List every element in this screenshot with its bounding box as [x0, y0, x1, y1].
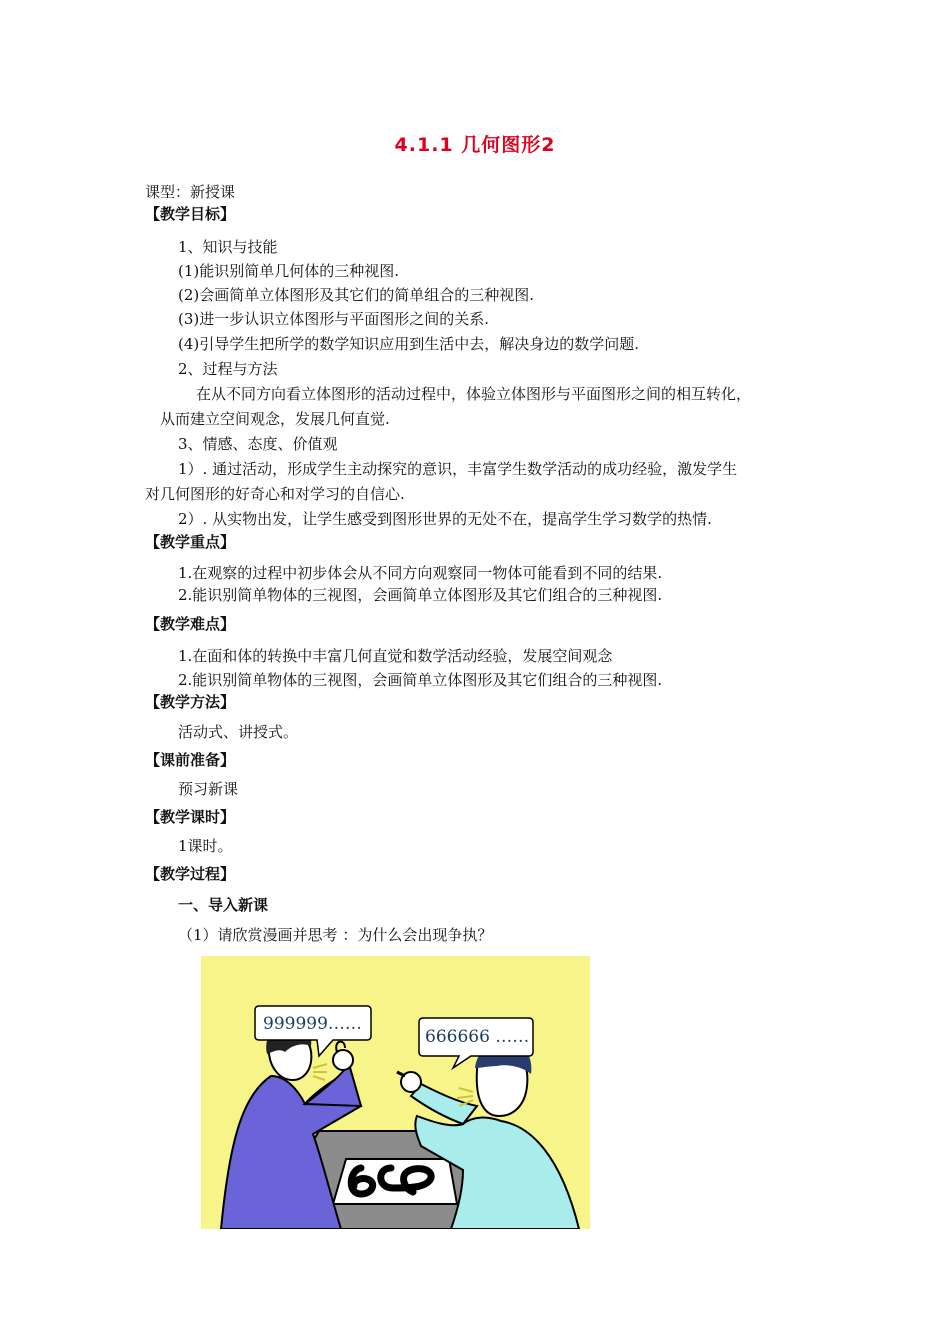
section-heading-hours: 【教学课时】	[145, 808, 236, 826]
goal-line: 2、过程与方法	[178, 360, 278, 378]
goal-line: (4)引导学生把所学的数学知识应用到生活中去，解决身边的数学问题.	[178, 335, 640, 353]
process-step-heading: 一、导入新课	[178, 896, 269, 914]
goal-line: 1）. 通过活动，形成学生主动探究的意识，丰富学生数学活动的成功经验，激发学生	[178, 460, 738, 478]
section-heading-preparation: 【课前准备】	[145, 751, 236, 769]
hours-text: 1课时。	[178, 837, 233, 855]
key-point-line: 2.能识别简单物体的三视图，会画简单立体图形及其它们组合的三种视图.	[178, 586, 663, 604]
cartoon-svg	[201, 956, 590, 1229]
goal-line: 3、情感、态度、价值观	[178, 435, 338, 453]
key-point-line: 1.在观察的过程中初步体会从不同方向观察同一物体可能看到不同的结果.	[178, 564, 663, 582]
speech-text-right: 666666 ……	[425, 1027, 530, 1047]
section-heading-difficulties: 【教学难点】	[145, 615, 236, 633]
goal-line: 1、知识与技能	[178, 238, 278, 256]
lesson-type: 课型：新授课	[145, 183, 236, 201]
preparation-text: 预习新课	[178, 780, 239, 798]
goal-line: (2)会画简单立体图形及其它们的简单组合的三种视图.	[178, 286, 535, 304]
section-heading-process: 【教学过程】	[145, 865, 236, 883]
process-question: （1）请欣赏漫画并思考 ：为什么会出现争执？	[178, 926, 493, 944]
left-person-hand	[333, 1050, 353, 1070]
goal-line: (3)进一步认识立体图形与平面图形之间的关系.	[178, 310, 490, 328]
goal-line: 对几何图形的好奇心和对学习的自信心.	[145, 485, 405, 503]
speech-text-left: 999999……	[263, 1014, 362, 1034]
difficulty-line: 2.能识别简单物体的三视图，会画简单立体图形及其它们组合的三种视图.	[178, 671, 663, 689]
section-heading-key-points: 【教学重点】	[145, 533, 236, 551]
section-heading-goals: 【教学目标】	[145, 205, 236, 223]
goal-line: 2）. 从实物出发，让学生感受到图形世界的无处不在，提高学生学习数学的热情.	[178, 510, 712, 528]
goal-line: 从而建立空间观念，发展几何直觉.	[160, 410, 390, 428]
methods-text: 活动式、讲授式。	[178, 723, 299, 741]
goal-line: 在从不同方向看立体图形的活动过程中，体验立体图形与平面图形之间的相互转化，	[196, 385, 752, 403]
page-title: 4.1.1 几何图形2	[394, 134, 556, 156]
difficulty-line: 1.在面和体的转换中丰富几何直觉和数学活动经验，发展空间观念	[178, 647, 613, 665]
cartoon-illustration	[201, 956, 590, 1229]
section-heading-methods: 【教学方法】	[145, 693, 236, 711]
goal-line: (1)能识别简单几何体的三种视图.	[178, 262, 400, 280]
